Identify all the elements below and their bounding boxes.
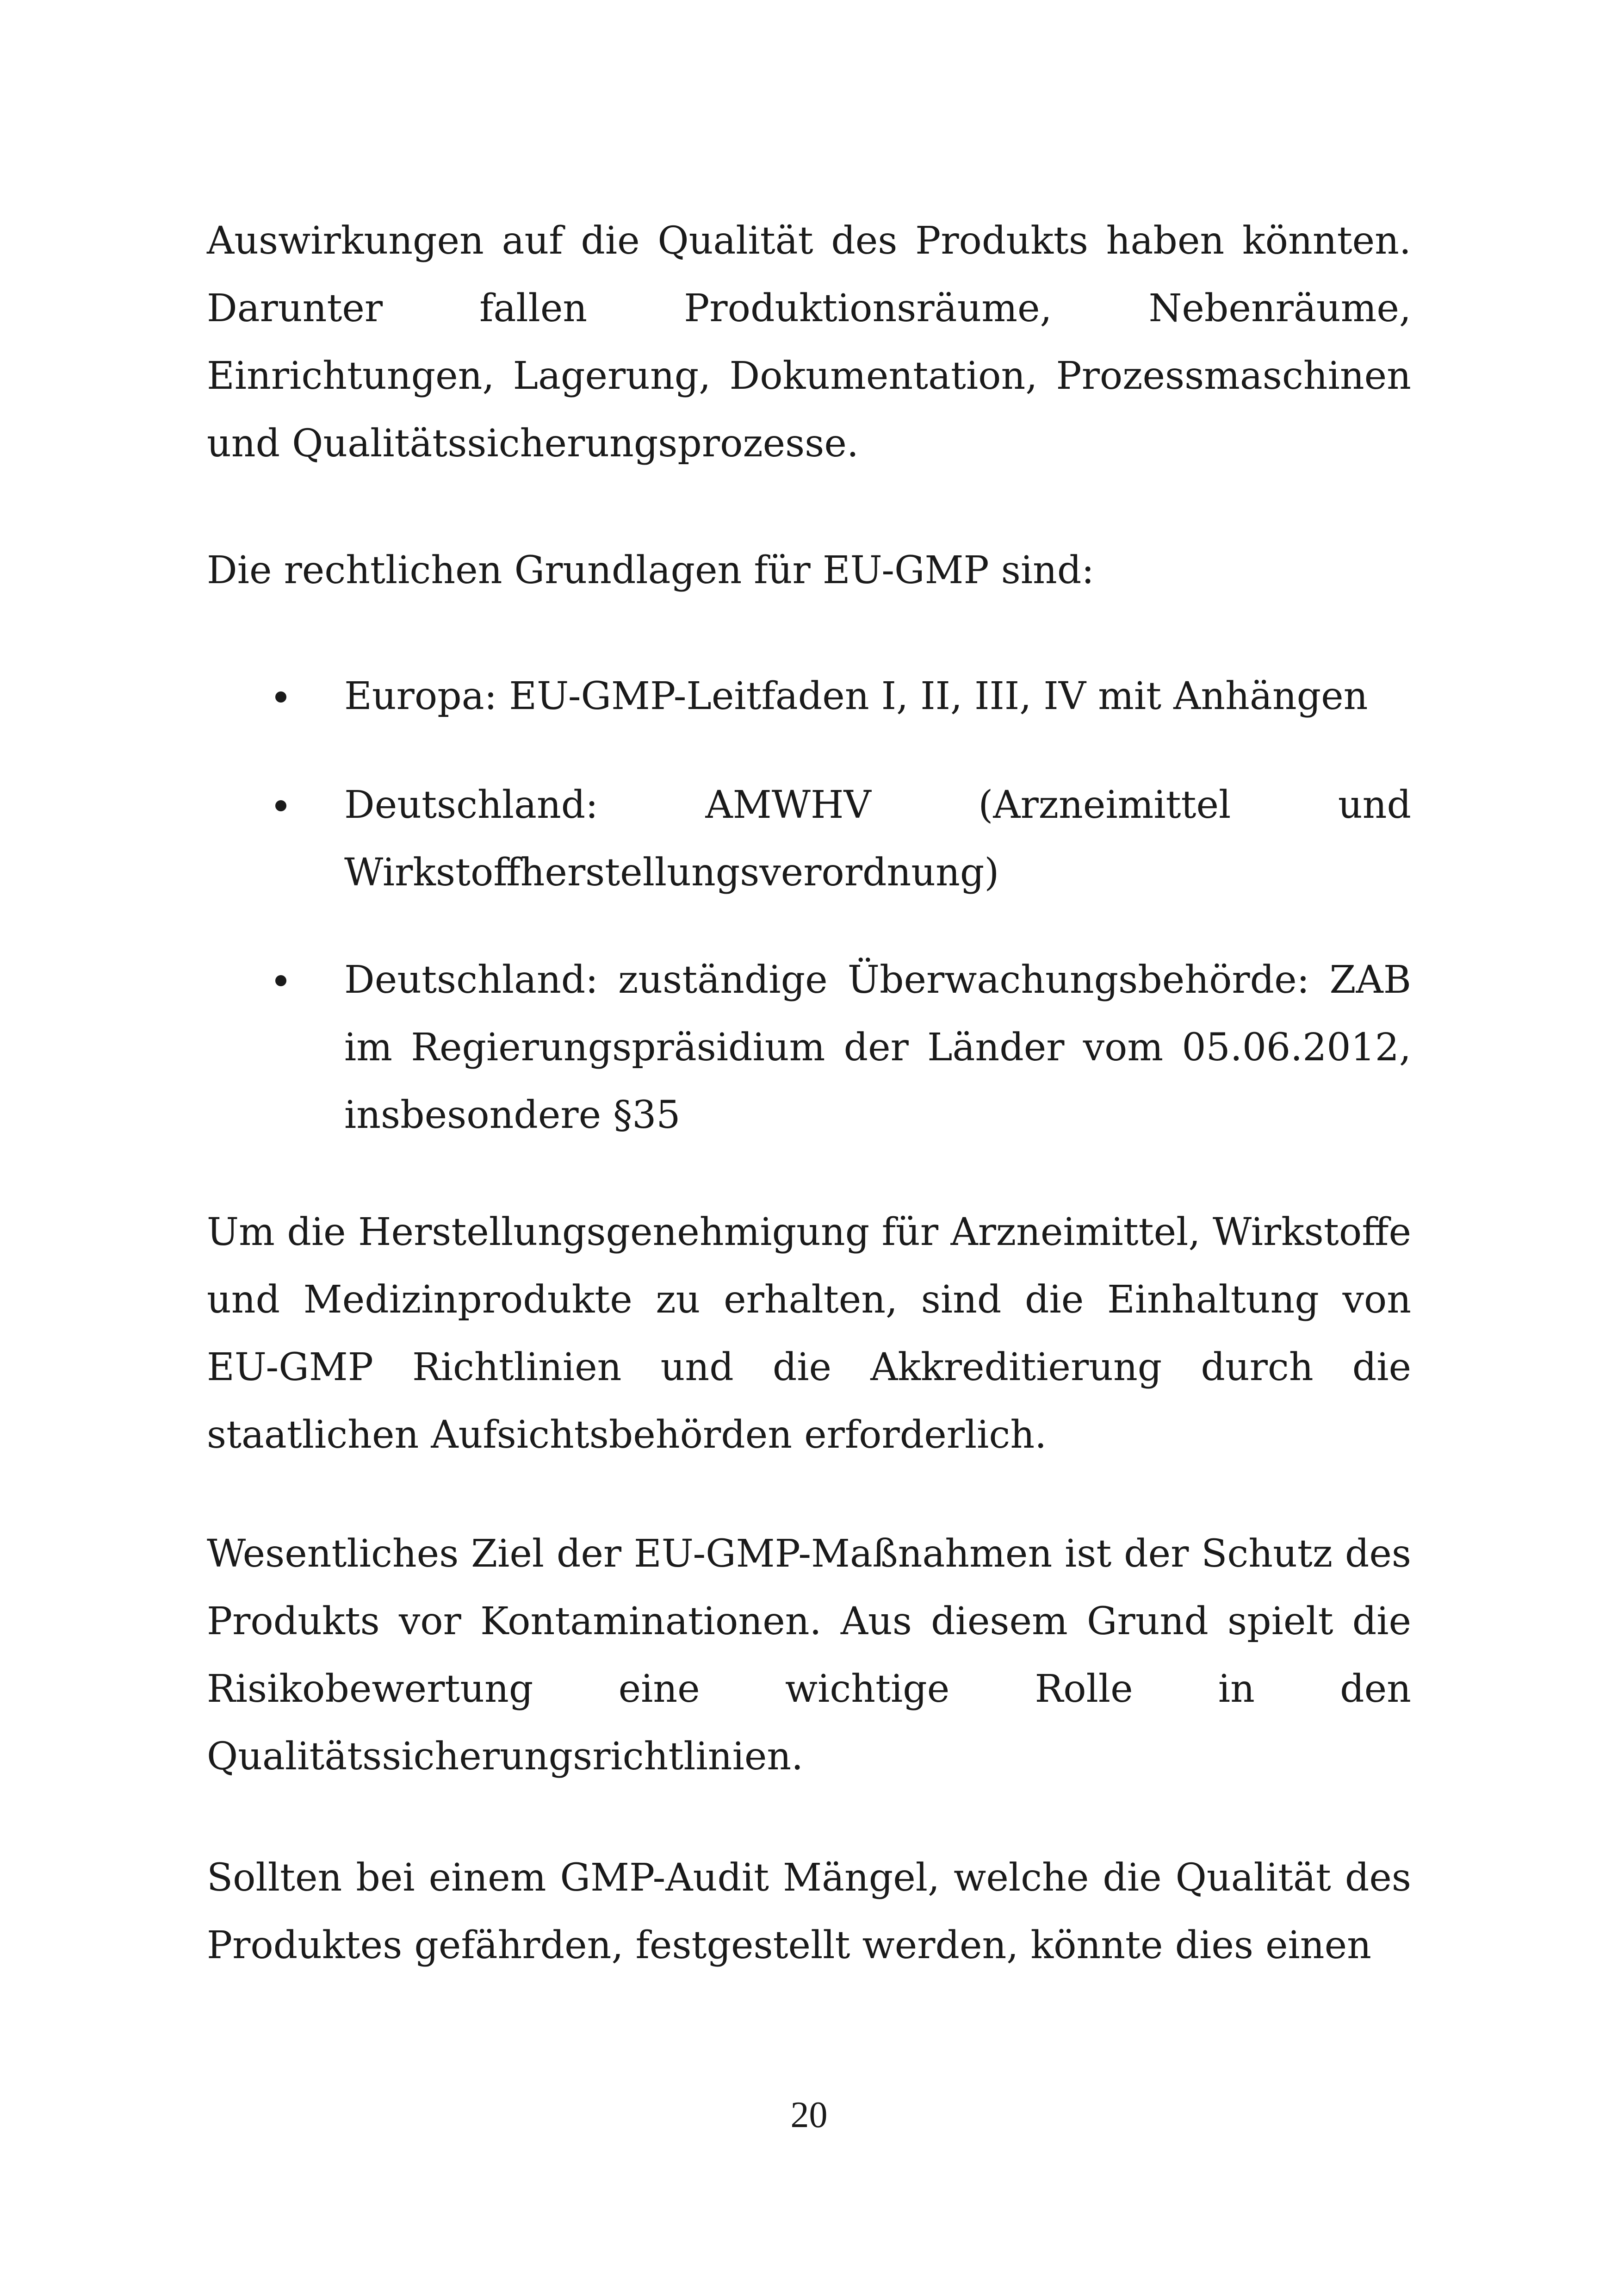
bullet-icon (275, 975, 286, 986)
paragraph-gmp-audit: Sollten bei einem GMP-Audit Mängel, welche die Qualität des Produktes gefährden, festgestellt werden, könnte dies einen (207, 1856, 1411, 1967)
paragraph-quality-areas: Auswirkungen auf die Qualität des Produkts haben könnten. Darunter fallen Produktionsräume, Nebenräume, Einrichtungen, Lagerung, Dokumentation, Prozessmaschinen und Qualitätssicherungsprozesse. (207, 219, 1411, 466)
list-item-text: Deutschland: zuständige Überwachungsbehörde: ZAB im Regierungspräsidium der Länder vom 05.06.2012, insbesondere §35 (344, 958, 1411, 1137)
paragraph-gmp-objective: Wesentliches Ziel der EU-GMP-Maßnahmen ist der Schutz des Produkts vor Kontaminationen. Aus diesem Grund spielt die Risikobewertung eine wichtige Rolle in den Qualitätssicherungsrichtlinien. (207, 1532, 1411, 1779)
bullet-icon (275, 800, 286, 811)
bullet-icon (275, 691, 286, 703)
page-number: 20 (790, 2095, 828, 2135)
list-item-text: Deutschland: AMWHV (Arzneimittel und Wirkstoffherstellungsverordnung) (344, 783, 1411, 895)
paragraph-manufacturing-authorization: Um die Herstellungsgenehmigung für Arzneimittel, Wirkstoffe und Medizinprodukte zu erhalten, sind die Einhaltung von EU-GMP Richtlinien und die Akkreditierung durch die staatlichen Aufsichtsbehörden erforderlich. (207, 1210, 1411, 1457)
list-item-text: Europa: EU-GMP-Leitfaden I, II, III, IV mit Anhängen (344, 674, 1368, 718)
paragraph-legal-basis-intro: Die rechtlichen Grundlagen für EU-GMP sind: (207, 548, 1094, 592)
